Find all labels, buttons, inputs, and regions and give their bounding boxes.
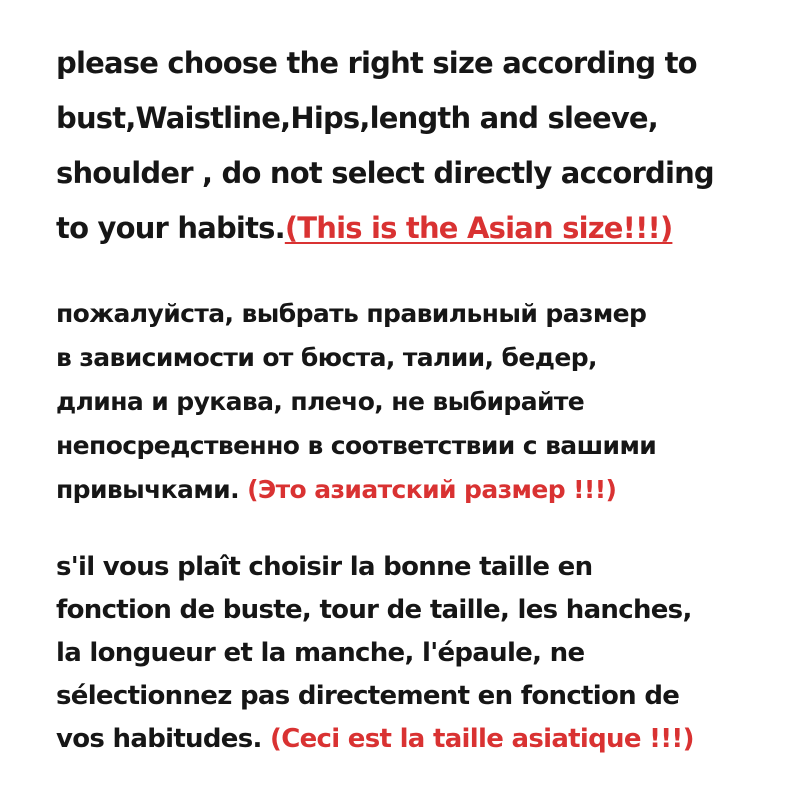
french-last-line-text: vos habitudes. bbox=[56, 724, 262, 754]
russian-size-notice bbox=[56, 292, 656, 512]
russian-line-5 bbox=[56, 468, 656, 512]
english-line-2: bust,Waistline,Hips,length and sleeve, bbox=[56, 101, 659, 135]
english-asian-size-note: (This is the Asian size!!!) bbox=[284, 211, 673, 245]
english-line-3: shoulder , do not select directly according bbox=[56, 156, 714, 190]
russian-line-2: в зависимости от бюста, талии, бедер, bbox=[56, 343, 597, 372]
french-line-1: s'il vous plaît choisir la bonne taille en bbox=[56, 552, 593, 582]
french-line-2: fonction de buste, tour de taille, les hanches, bbox=[56, 595, 692, 625]
english-last-line-text: to your habits. bbox=[56, 211, 285, 245]
russian-asian-size-note: (Это азиатский размер !!!) bbox=[247, 475, 617, 504]
french-line-3: la longueur et la manche, l'épaule, ne bbox=[56, 638, 585, 668]
english-size-notice bbox=[56, 36, 714, 256]
french-line-5 bbox=[56, 718, 694, 761]
english-line-1: please choose the right size according to bbox=[56, 46, 697, 80]
english-line-4 bbox=[56, 201, 714, 256]
french-asian-size-note: (Ceci est la taille asiatique !!!) bbox=[270, 724, 694, 754]
russian-line-3: длина и рукава, плечо, не выбирайте bbox=[56, 387, 585, 416]
russian-line-1: пожалуйста, выбрать правильный размер bbox=[56, 299, 647, 328]
french-size-notice bbox=[56, 546, 694, 761]
russian-line-4: непосредственно в соответствии с вашими bbox=[56, 431, 657, 460]
french-line-4: sélectionnez pas directement en fonction de bbox=[56, 681, 680, 711]
russian-last-line-text: привычками. bbox=[56, 475, 239, 504]
